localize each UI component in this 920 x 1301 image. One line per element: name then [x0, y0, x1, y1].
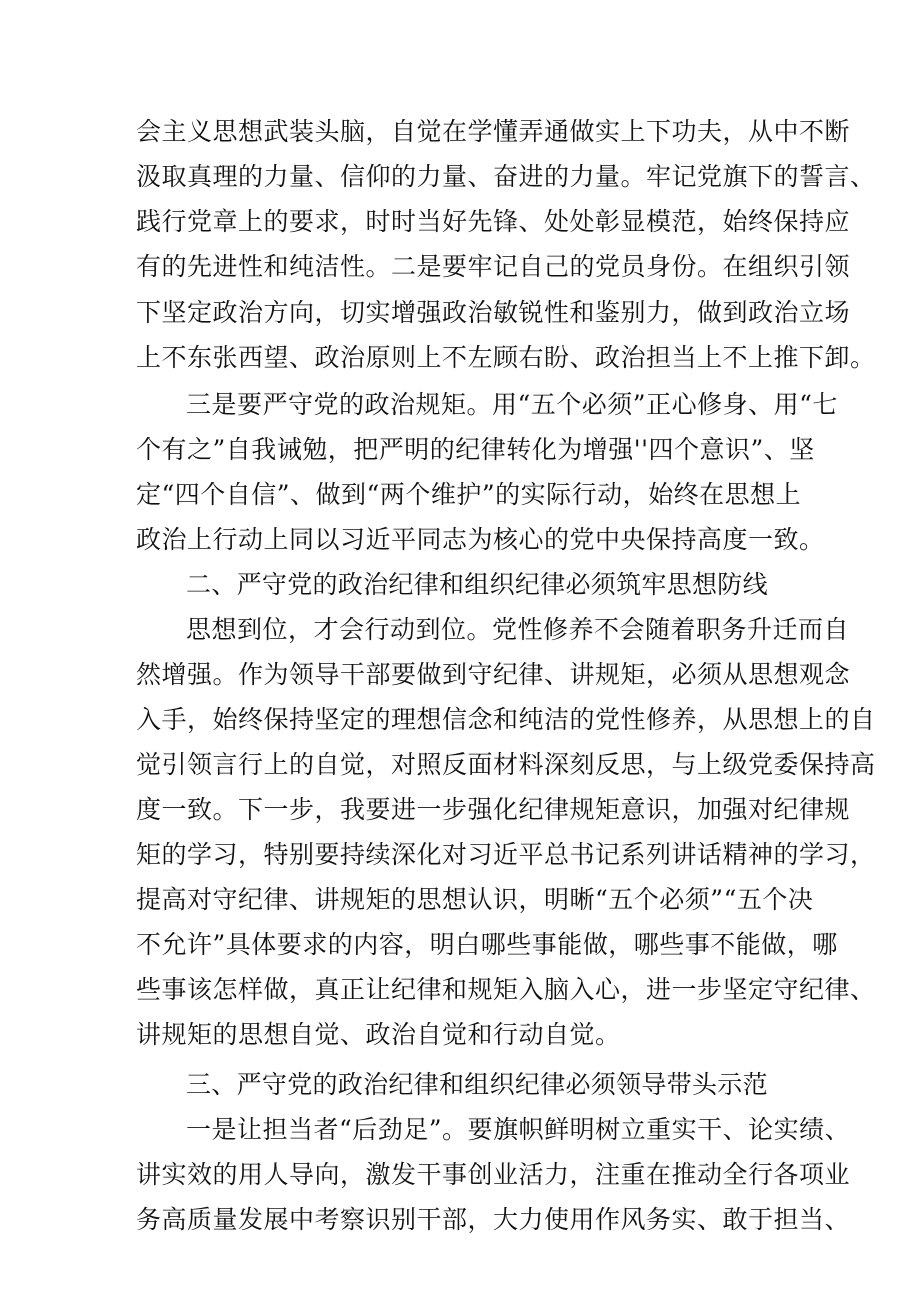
paragraph-line: 个有之”自我诫勉，把严明的纪律转化为增强''四个意识”、坚	[136, 435, 815, 464]
paragraph-line: 务高质量发展中考察识别干部，大力使用作风务实、敢于担当、	[136, 1205, 851, 1234]
paragraph-line: 不允许”具体要求的内容，明白哪些事能做，哪些事不能做，哪	[136, 930, 838, 959]
paragraph-line: 下坚定政治方向，切实增强政治敏锐性和鉴别力，做到政治立场	[136, 298, 851, 327]
paragraph-line: 一是让担当者“后劲足”。要旗帜鲜明树立重实干、论实绩、	[186, 1115, 851, 1144]
paragraph-line: 讲实效的用人导向，激发干事创业活力，注重在推动全行各项业	[136, 1160, 851, 1189]
paragraph-line: 然增强。作为领导干部要做到守纪律、讲规矩，必须从思想观念	[136, 660, 851, 689]
paragraph-line: 讲规矩的思想自觉、政治自觉和行动自觉。	[136, 1020, 621, 1049]
paragraph-line: 提高对守纪律、讲规矩的思想认识，明晰“五个必须”“五个决	[136, 885, 814, 914]
section-heading-3: 三、严守党的政治纪律和组织纪律必须领导带头示范	[186, 1070, 768, 1099]
paragraph-line: 度一致。下一步，我要进一步强化纪律规矩意识，加强对纪律规	[136, 795, 851, 824]
paragraph-line: 三是要严守党的政治规矩。用“五个必须”正心修身、用“七	[186, 390, 838, 419]
paragraph-line: 思想到位，才会行动到位。党性修养不会随着职务升迁而自	[186, 615, 850, 644]
paragraph-line: 觉引领言行上的自觉，对照反面材料深刻反思，与上级党委保持高	[136, 750, 876, 779]
paragraph-line: 定“四个自信”、做到“两个维护”的实际行动，始终在思想上	[136, 480, 802, 509]
section-heading-2: 二、严守党的政治纪律和组织纪律必须筑牢思想防线	[186, 570, 768, 599]
paragraph-line: 上不东张西望、政治原则上不左顾右盼、政治担当上不上推下卸。	[136, 343, 876, 372]
paragraph-line: 践行党章上的要求，时时当好先锋、处处彰显模范，始终保持应	[136, 207, 851, 236]
paragraph-line: 会主义思想武装头脑，自觉在学懂弄通做实上下功夫，从中不断	[136, 117, 851, 146]
paragraph-line: 有的先进性和纯洁性。二是要牢记自己的党员身份。在组织引领	[136, 252, 851, 281]
paragraph-line: 矩的学习，特别要持续深化对习近平总书记系列讲话精神的学习，	[136, 840, 876, 869]
paragraph-line: 些事该怎样做，真正让纪律和规矩入脑入心，进一步坚定守纪律、	[136, 975, 876, 1004]
paragraph-line: 入手，始终保持坚定的理想信念和纯洁的党性修养，从思想上的自	[136, 705, 876, 734]
paragraph-line: 政治上行动上同以习近平同志为核心的党中央保持高度一致。	[136, 525, 825, 554]
paragraph-line: 汲取真理的力量、信仰的力量、奋进的力量。牢记党旗下的誓言、	[136, 162, 876, 191]
